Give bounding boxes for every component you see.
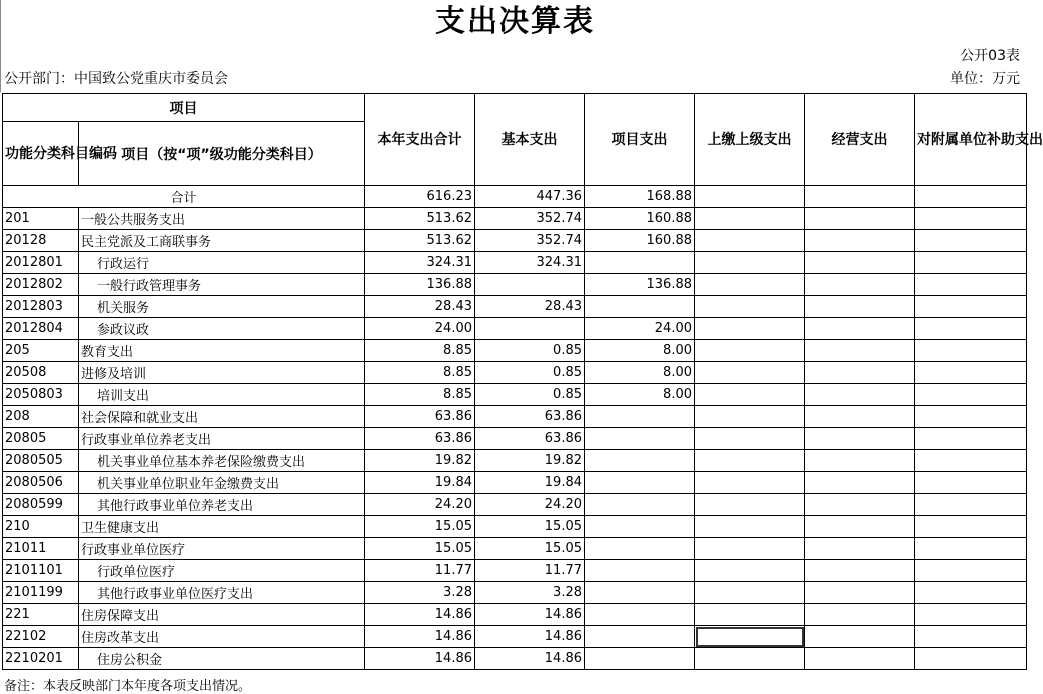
table-row: [3, 450, 1027, 472]
table-row: [3, 252, 1027, 274]
cell-business[interactable]: [805, 472, 915, 494]
cell-basic[interactable]: 19.82: [475, 450, 585, 472]
cell-business[interactable]: [805, 604, 915, 626]
cell-code[interactable]: 2210201: [3, 648, 79, 670]
cell-total[interactable]: 63.86: [365, 406, 475, 428]
cell-code[interactable]: 20128: [3, 230, 79, 252]
page-title: 支出决算表: [435, 4, 595, 39]
cell-basic[interactable]: [475, 274, 585, 296]
cell-subsidy[interactable]: [915, 582, 1027, 604]
cell-upper[interactable]: [695, 208, 805, 230]
cell-name[interactable]: 社会保障和就业支出: [79, 406, 365, 428]
table-row: [3, 472, 1027, 494]
header-name[interactable]: 项目（按“项”级功能分类科目）: [79, 122, 365, 186]
cell-total[interactable]: 15.05: [365, 516, 475, 538]
cell-basic[interactable]: 28.43: [475, 296, 585, 318]
cell-project[interactable]: 160.88: [585, 230, 695, 252]
cell-subsidy[interactable]: [915, 274, 1027, 296]
cell-basic[interactable]: [475, 318, 585, 340]
cell-code[interactable]: 2101101: [3, 560, 79, 582]
cell-code[interactable]: 2012803: [3, 296, 79, 318]
cell-code[interactable]: 21011: [3, 538, 79, 560]
cell-basic[interactable]: 324.31: [475, 252, 585, 274]
table-row: [3, 494, 1027, 516]
cell-basic[interactable]: 15.05: [475, 516, 585, 538]
cell-project[interactable]: [585, 560, 695, 582]
cell-total[interactable]: 28.43: [365, 296, 475, 318]
cell-code[interactable]: 2101199: [3, 582, 79, 604]
cell-basic[interactable]: 14.86: [475, 648, 585, 670]
cell-subsidy[interactable]: [915, 318, 1027, 340]
cell-total[interactable]: 8.85: [365, 340, 475, 362]
cell-project[interactable]: [585, 626, 695, 648]
cell-basic[interactable]: 63.86: [475, 406, 585, 428]
cell-upper[interactable]: [695, 472, 805, 494]
cell-subsidy[interactable]: [915, 450, 1027, 472]
cell-upper[interactable]: [695, 406, 805, 428]
cell-subsidy[interactable]: [915, 428, 1027, 450]
cell-total[interactable]: 11.77: [365, 560, 475, 582]
table-row: [3, 296, 1027, 318]
table-row: [3, 626, 1027, 648]
cell-upper[interactable]: [695, 296, 805, 318]
cell-business[interactable]: [805, 384, 915, 406]
cell-name[interactable]: 卫生健康支出: [79, 516, 365, 538]
header-total[interactable]: 本年支出合计: [365, 94, 475, 186]
cell-upper[interactable]: [695, 428, 805, 450]
cell-subsidy[interactable]: [915, 626, 1027, 648]
cell-name[interactable]: 住房改革支出: [79, 626, 365, 648]
cell-code[interactable]: 20508: [3, 362, 79, 384]
cell-total[interactable]: 513.62: [365, 230, 475, 252]
cell-code[interactable]: 208: [3, 406, 79, 428]
cell-basic[interactable]: 0.85: [475, 340, 585, 362]
total-subsidy[interactable]: [915, 186, 1027, 208]
cell-business[interactable]: [805, 450, 915, 472]
cell-business[interactable]: [805, 318, 915, 340]
cell-code[interactable]: 221: [3, 604, 79, 626]
total-business[interactable]: [805, 186, 915, 208]
cell-subsidy[interactable]: [915, 384, 1027, 406]
cell-upper[interactable]: [695, 648, 805, 670]
table-row: [3, 318, 1027, 340]
cell-business[interactable]: [805, 362, 915, 384]
cell-name[interactable]: 行政运行: [79, 252, 365, 274]
header-code[interactable]: 功能分类科目编码: [3, 122, 79, 186]
table-row: [3, 582, 1027, 604]
cell-name[interactable]: 机关服务: [79, 296, 365, 318]
cell-name[interactable]: 参政议政: [79, 318, 365, 340]
cell-project[interactable]: [585, 648, 695, 670]
total-project[interactable]: 168.88: [585, 186, 695, 208]
cell-total[interactable]: 19.84: [365, 472, 475, 494]
cell-project[interactable]: [585, 516, 695, 538]
cell-code[interactable]: 205: [3, 340, 79, 362]
cell-total[interactable]: 14.86: [365, 626, 475, 648]
unit-label: 单位：万元: [950, 71, 1020, 87]
cell-name[interactable]: 民主党派及工商联事务: [79, 230, 365, 252]
cell-total[interactable]: 136.88: [365, 274, 475, 296]
cell-project[interactable]: [585, 406, 695, 428]
cell-upper[interactable]: [695, 362, 805, 384]
cell-total[interactable]: 3.28: [365, 582, 475, 604]
cell-total[interactable]: 63.86: [365, 428, 475, 450]
header-basic[interactable]: 基本支出: [475, 94, 585, 186]
cell-upper[interactable]: [695, 340, 805, 362]
cell-subsidy[interactable]: [915, 362, 1027, 384]
cell-upper[interactable]: [695, 626, 805, 648]
cell-name[interactable]: 住房公积金: [79, 648, 365, 670]
cell-code[interactable]: 2080599: [3, 494, 79, 516]
cell-name[interactable]: 其他行政事业单位医疗支出: [79, 582, 365, 604]
cell-subsidy[interactable]: [915, 604, 1027, 626]
table-note: 备注：本表反映部门本年度各项支出情况。: [4, 679, 252, 694]
table-row: [3, 538, 1027, 560]
cell-subsidy[interactable]: [915, 406, 1027, 428]
cell-name[interactable]: 行政事业单位养老支出: [79, 428, 365, 450]
cell-code[interactable]: 20805: [3, 428, 79, 450]
cell-subsidy[interactable]: [915, 296, 1027, 318]
cell-total[interactable]: 14.86: [365, 648, 475, 670]
cell-basic[interactable]: 14.86: [475, 626, 585, 648]
cell-name[interactable]: 培训支出: [79, 384, 365, 406]
cell-project[interactable]: [585, 582, 695, 604]
cell-subsidy[interactable]: [915, 208, 1027, 230]
cell-code[interactable]: 2050803: [3, 384, 79, 406]
cell-total[interactable]: 24.20: [365, 494, 475, 516]
cell-subsidy[interactable]: [915, 560, 1027, 582]
cell-basic[interactable]: 352.74: [475, 230, 585, 252]
cell-project[interactable]: 136.88: [585, 274, 695, 296]
table-row: [3, 560, 1027, 582]
cell-upper[interactable]: [695, 604, 805, 626]
cell-subsidy[interactable]: [915, 230, 1027, 252]
cell-business[interactable]: [805, 274, 915, 296]
cell-upper[interactable]: [695, 274, 805, 296]
cell-project[interactable]: [585, 604, 695, 626]
cell-code[interactable]: 210: [3, 516, 79, 538]
cell-upper[interactable]: [695, 560, 805, 582]
cell-basic[interactable]: 352.74: [475, 208, 585, 230]
table-row: [3, 362, 1027, 384]
cell-total[interactable]: 8.85: [365, 362, 475, 384]
cell-business[interactable]: [805, 428, 915, 450]
cell-upper[interactable]: [695, 384, 805, 406]
department-label: 公开部门：中国致公党重庆市委员会: [4, 71, 228, 87]
total-basic[interactable]: 447.36: [475, 186, 585, 208]
cell-upper[interactable]: [695, 252, 805, 274]
cell-business[interactable]: [805, 252, 915, 274]
cell-code[interactable]: 2080506: [3, 472, 79, 494]
cell-business[interactable]: [805, 516, 915, 538]
table-row: [3, 516, 1027, 538]
cell-project[interactable]: [585, 472, 695, 494]
cell-business[interactable]: [805, 538, 915, 560]
cell-name[interactable]: 行政单位医疗: [79, 560, 365, 582]
header-business[interactable]: 经营支出: [805, 94, 915, 186]
table-row: [3, 230, 1027, 252]
cell-total[interactable]: 8.85: [365, 384, 475, 406]
cell-business[interactable]: [805, 648, 915, 670]
cell-upper[interactable]: [695, 494, 805, 516]
cell-basic[interactable]: 14.86: [475, 604, 585, 626]
cell-business[interactable]: [805, 582, 915, 604]
cell-project[interactable]: [585, 252, 695, 274]
cell-total[interactable]: 15.05: [365, 538, 475, 560]
cell-project[interactable]: [585, 428, 695, 450]
cell-name[interactable]: 进修及培训: [79, 362, 365, 384]
cell-subsidy[interactable]: [915, 538, 1027, 560]
cell-basic[interactable]: 24.20: [475, 494, 585, 516]
cell-business[interactable]: [805, 340, 915, 362]
cell-project[interactable]: [585, 450, 695, 472]
cell-total[interactable]: 19.82: [365, 450, 475, 472]
cell-subsidy[interactable]: [915, 494, 1027, 516]
table-row: [3, 384, 1027, 406]
total-label[interactable]: 合计: [3, 186, 365, 208]
cell-code[interactable]: 2012804: [3, 318, 79, 340]
cell-name[interactable]: 行政事业单位医疗: [79, 538, 365, 560]
cell-subsidy[interactable]: [915, 252, 1027, 274]
cell-project[interactable]: [585, 538, 695, 560]
header-project[interactable]: 项目支出: [585, 94, 695, 186]
cell-upper[interactable]: [695, 582, 805, 604]
cell-basic[interactable]: 3.28: [475, 582, 585, 604]
cell-name[interactable]: 一般行政管理事务: [79, 274, 365, 296]
table-row: [3, 340, 1027, 362]
cell-subsidy[interactable]: [915, 516, 1027, 538]
cell-project[interactable]: [585, 494, 695, 516]
cell-project[interactable]: 8.00: [585, 384, 695, 406]
cell-name[interactable]: 其他行政事业单位养老支出: [79, 494, 365, 516]
cell-business[interactable]: [805, 626, 915, 648]
cell-name[interactable]: 机关事业单位职业年金缴费支出: [79, 472, 365, 494]
cell-upper[interactable]: [695, 318, 805, 340]
header-item-group: 项目: [3, 94, 365, 122]
cell-business[interactable]: [805, 406, 915, 428]
total-total[interactable]: 616.23: [365, 186, 475, 208]
cell-code[interactable]: 201: [3, 208, 79, 230]
table-row: [3, 604, 1027, 626]
cell-total[interactable]: 24.00: [365, 318, 475, 340]
cell-name[interactable]: 机关事业单位基本养老保险缴费支出: [79, 450, 365, 472]
cell-basic[interactable]: 19.84: [475, 472, 585, 494]
cell-business[interactable]: [805, 296, 915, 318]
cell-total[interactable]: 513.62: [365, 208, 475, 230]
cell-business[interactable]: [805, 494, 915, 516]
cell-upper[interactable]: [695, 450, 805, 472]
cell-upper[interactable]: [695, 516, 805, 538]
table-row: [3, 428, 1027, 450]
cell-code[interactable]: 22102: [3, 626, 79, 648]
total-row: [3, 186, 1027, 208]
cell-total[interactable]: 14.86: [365, 604, 475, 626]
cell-upper[interactable]: [695, 538, 805, 560]
table-row: [3, 208, 1027, 230]
cell-subsidy[interactable]: [915, 472, 1027, 494]
cell-code[interactable]: 2012801: [3, 252, 79, 274]
cell-total[interactable]: 324.31: [365, 252, 475, 274]
cell-project[interactable]: 24.00: [585, 318, 695, 340]
cell-name[interactable]: 教育支出: [79, 340, 365, 362]
cell-business[interactable]: [805, 230, 915, 252]
cell-business[interactable]: [805, 208, 915, 230]
expenditure-table: [2, 93, 1043, 670]
cell-basic[interactable]: 15.05: [475, 538, 585, 560]
table-row: [3, 648, 1027, 670]
cell-code[interactable]: 2080505: [3, 450, 79, 472]
cell-project[interactable]: 8.00: [585, 362, 695, 384]
cell-upper[interactable]: [695, 230, 805, 252]
header-subsidy[interactable]: 对附属单位补助支出: [915, 94, 1027, 186]
header-upper[interactable]: 上缴上级支出: [695, 94, 805, 186]
table-row: [3, 274, 1027, 296]
total-upper[interactable]: [695, 186, 805, 208]
cell-basic[interactable]: 0.85: [475, 384, 585, 406]
cell-name[interactable]: 一般公共服务支出: [79, 208, 365, 230]
cell-basic[interactable]: 11.77: [475, 560, 585, 582]
cell-project[interactable]: 8.00: [585, 340, 695, 362]
cell-project[interactable]: 160.88: [585, 208, 695, 230]
cell-basic[interactable]: 0.85: [475, 362, 585, 384]
cell-project[interactable]: [585, 296, 695, 318]
table-row: [3, 406, 1027, 428]
cell-business[interactable]: [805, 560, 915, 582]
cell-name[interactable]: 住房保障支出: [79, 604, 365, 626]
cell-subsidy[interactable]: [915, 340, 1027, 362]
cell-subsidy[interactable]: [915, 648, 1027, 670]
cell-code[interactable]: 2012802: [3, 274, 79, 296]
cell-basic[interactable]: 63.86: [475, 428, 585, 450]
form-number: 公开03表: [960, 48, 1020, 64]
